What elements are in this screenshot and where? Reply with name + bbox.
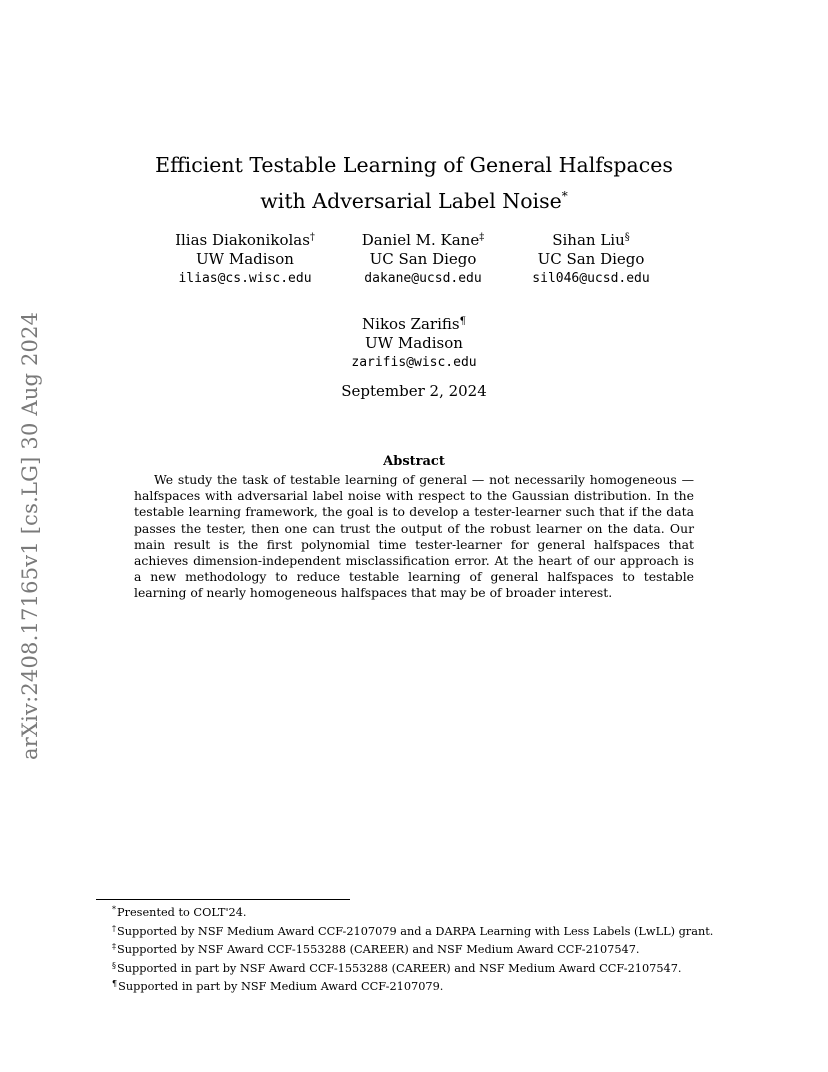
author-block: [304, 312, 524, 372]
author-name: Nikos Zarifis¶: [362, 315, 466, 333]
footnotes: [112, 902, 752, 995]
author-affiliation: UC San Diego: [537, 250, 645, 268]
author-email[interactable]: zarifis@wisc.edu: [351, 355, 477, 370]
author-block: [481, 228, 701, 288]
footnote-divider: [96, 899, 350, 900]
author-email[interactable]: dakane@ucsd.edu: [364, 271, 482, 286]
title-line-2: with Adversarial Label Noise*: [260, 189, 568, 213]
author-email[interactable]: sil046@ucsd.edu: [532, 271, 650, 286]
author-email[interactable]: ilias@cs.wisc.edu: [178, 271, 312, 286]
author-affiliation: UW Madison: [196, 250, 294, 268]
author-name: Ilias Diakonikolas†: [175, 231, 315, 249]
footnote: *Presented to COLT'24.: [112, 905, 247, 919]
author-affiliation: UC San Diego: [369, 250, 477, 268]
author-name: Daniel M. Kane‡: [361, 231, 485, 249]
publication-date: September 2, 2024: [341, 382, 487, 400]
abstract-heading: Abstract: [383, 454, 445, 469]
footnote: §Supported in part by NSF Award CCF-1553288 (CAREER) and NSF Medium Award CCF-2107547.: [112, 960, 682, 975]
title-footnote-mark: *: [561, 189, 568, 203]
abstract-text: We study the task of testable learning of general — not necessarily homogeneous — halfspaces with adversarial label noise with respect to the Gaussian distribution. In the testable learning framework, the goal is to develop a tester-learner such that if the data passes the tester, then one can trust the output of the robust learner on the data. Our main result is the first polynomial time tester-learner for general halfspaces that achieves dimension-independent misclassification error. At the heart of our approach is a new methodology to reduce testable learning of general halfspaces to testable learning of nearly homogeneous halfspaces that may be of broader interest.: [134, 472, 694, 601]
footnote: †Supported by NSF Medium Award CCF-2107079 and a DARPA Learning with Less Labels (LwLL) grant.: [112, 923, 714, 938]
title-line-1: Efficient Testable Learning of General Halfspaces: [155, 153, 673, 177]
footnote: ¶Supported in part by NSF Medium Award CCF-2107079.: [112, 979, 444, 994]
arxiv-identifier: arXiv:2408.17165v1 [cs.LG] 30 Aug 2024: [18, 311, 42, 760]
paper-title: [0, 150, 828, 217]
footnote: ‡Supported by NSF Award CCF-1553288 (CAREER) and NSF Medium Award CCF-2107547.: [112, 942, 640, 957]
author-affiliation: UW Madison: [365, 334, 463, 352]
author-name: Sihan Liu§: [552, 231, 630, 249]
